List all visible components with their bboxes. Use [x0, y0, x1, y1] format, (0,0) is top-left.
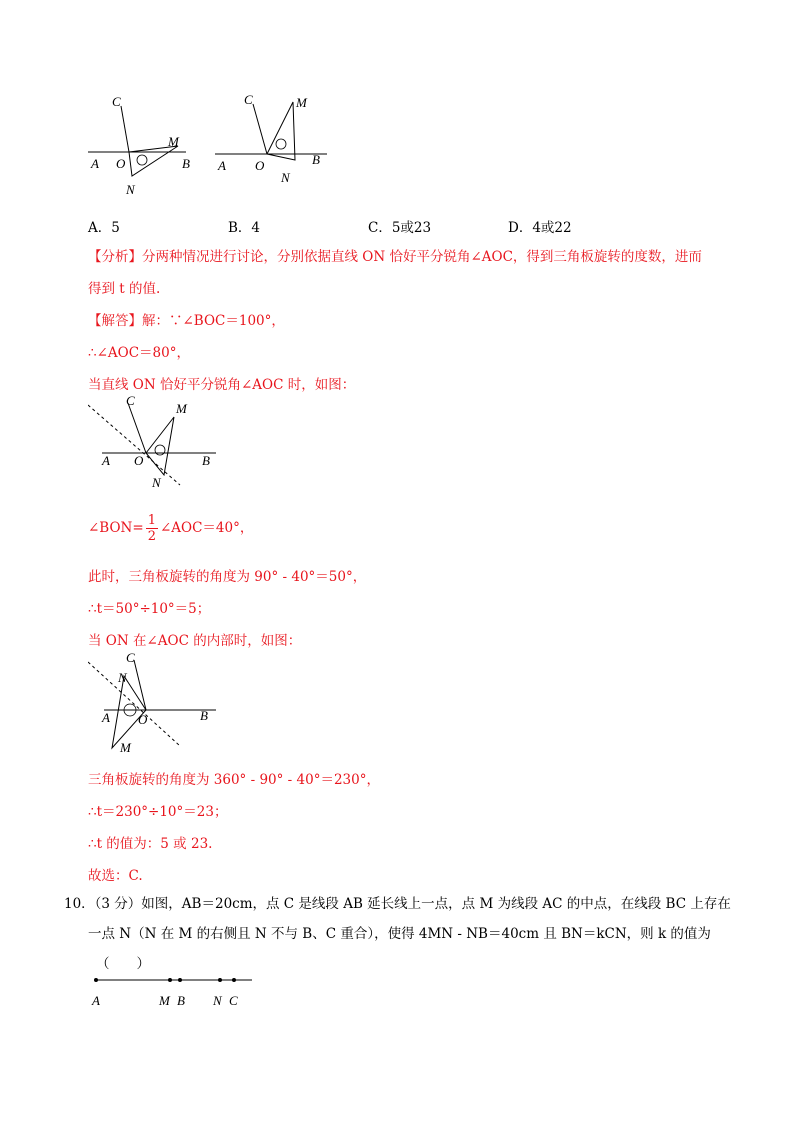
label-o: O [116, 156, 126, 171]
rotate1-line: 此时，三角板旋转的角度为 90° - 40°＝50°， [88, 569, 367, 585]
case1-line: 当直线 ON 恰好平分锐角∠AOC 时，如图： [88, 377, 356, 393]
answer-line: 【解答】解：∵∠BOC＝100°， [88, 313, 285, 329]
label-a: A [102, 710, 110, 725]
label-m: M [296, 95, 307, 110]
label-n: N [126, 182, 135, 197]
label-b: B [200, 708, 208, 723]
label-n: N [213, 993, 222, 1008]
option-d: D．4或22 [508, 220, 572, 236]
bon-left: ∠BON= [88, 520, 144, 536]
figure-4 [88, 648, 223, 758]
label-c: C [126, 393, 135, 408]
label-o: O [134, 453, 144, 468]
label-b: B [312, 152, 320, 167]
label-c: C [112, 94, 121, 109]
label-n: N [281, 170, 290, 185]
case2-line: 当 ON 在∠AOC 的内部时，如图： [88, 633, 302, 649]
bon-right: ∠AOC＝40°， [159, 520, 254, 536]
label-n: N [118, 670, 127, 685]
t1-line: ∴t＝50°÷10°＝5； [88, 601, 211, 617]
label-m: M [159, 993, 170, 1008]
question10-line-2: 一点 N（N 在 M 的右侧且 N 不与 B、C 重合），使得 4MN - NB＝40cm 且 BN＝kCN，则 k 的值为 [88, 926, 711, 942]
label-c: C [229, 993, 238, 1008]
label-c: C [244, 92, 253, 107]
label-o: O [255, 158, 265, 173]
segment-figure [88, 970, 258, 1015]
label-a: A [102, 453, 110, 468]
figure-3 [88, 393, 223, 493]
question10-line-3: （ ） [96, 956, 150, 972]
label-o: O [138, 712, 148, 727]
label-a: A [218, 158, 226, 173]
label-n: N [152, 475, 161, 490]
question10-line-1: 10．（3 分）如图，AB＝20cm，点 C 是线段 AB 延长线上一点，点 M 为线段 AC 的中点，在线段 BC 上存在 [64, 896, 731, 912]
label-m: M [176, 401, 187, 416]
label-b: B [202, 453, 210, 468]
label-b: B [177, 993, 185, 1008]
choice-line: 故选：C. [88, 868, 143, 884]
rotate2-line: 三角板旋转的角度为 360° - 90° - 40°＝230°， [88, 772, 380, 788]
label-a: A [91, 156, 99, 171]
figure-1 [88, 90, 198, 200]
fraction-denominator: 2 [147, 529, 156, 544]
label-m: M [168, 134, 179, 149]
fraction-numerator: 1 [147, 513, 156, 528]
option-b: B．4 [228, 220, 261, 236]
figure-2 [215, 90, 335, 190]
label-b: B [182, 156, 190, 171]
analysis-line-2: 得到 t 的值. [88, 281, 161, 297]
t2-line: ∴t＝230°÷10°＝23； [88, 804, 228, 820]
tvalue-line: ∴t 的值为：5 或 23. [88, 836, 213, 852]
label-m: M [120, 740, 131, 755]
label-a: A [92, 993, 100, 1008]
bon-equation [88, 514, 253, 543]
option-a: A．5 [88, 220, 120, 236]
option-c: C．5或23 [368, 220, 432, 236]
analysis-line-1: 【分析】分两种情况进行讨论，分别依据直线 ON 恰好平分锐角∠AOC，得到三角板旋转的度数，进而 [88, 249, 702, 265]
label-c: C [126, 650, 135, 665]
fraction-half [146, 514, 158, 543]
aoc-line: ∴∠AOC＝80°， [88, 345, 190, 361]
